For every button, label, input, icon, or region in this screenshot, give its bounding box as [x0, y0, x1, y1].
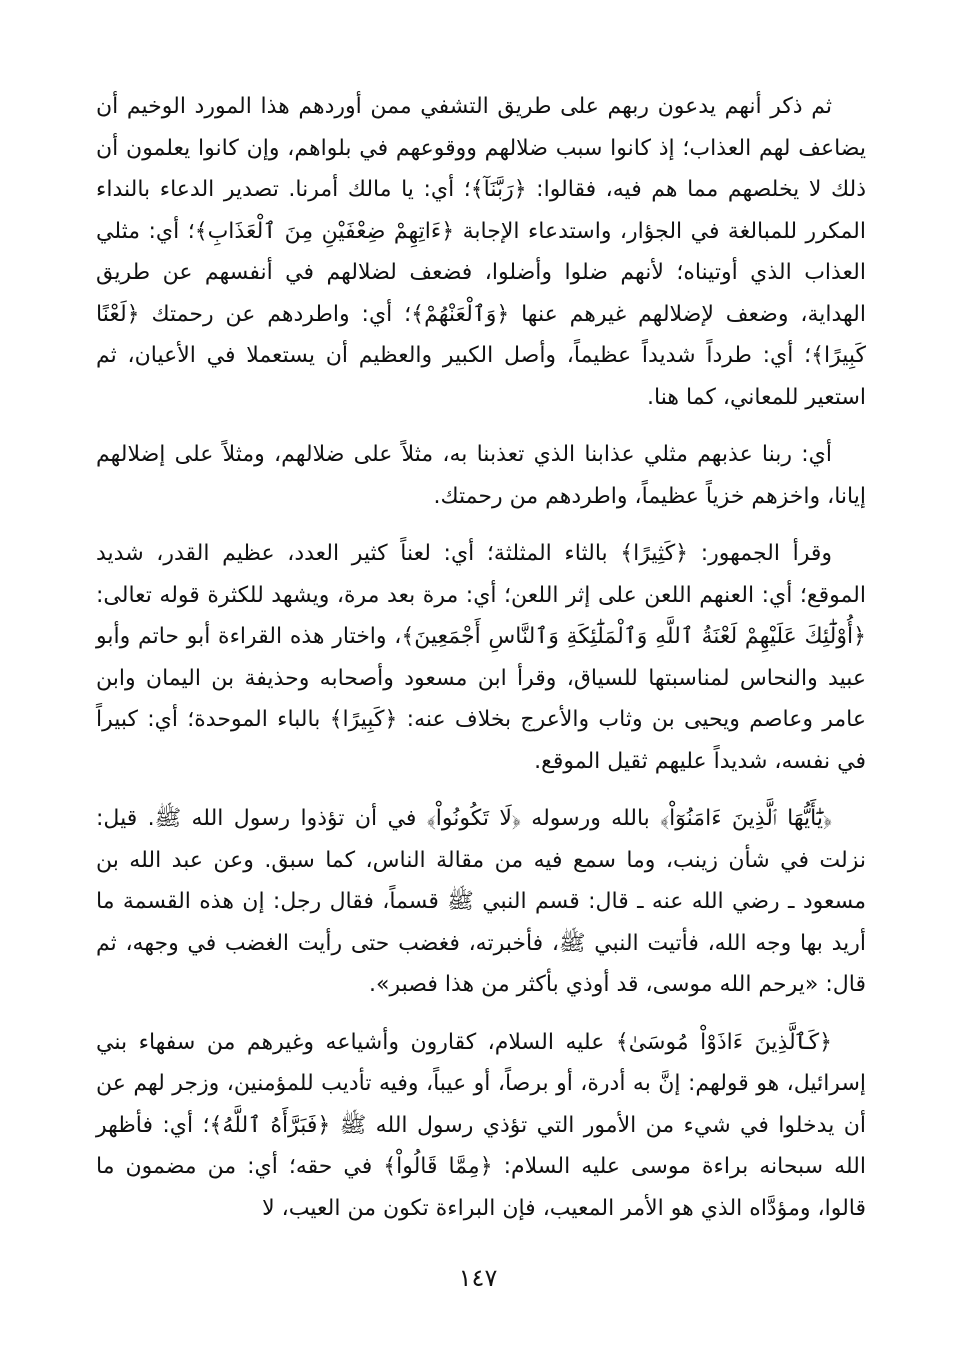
paragraph-2: أي: ربنا عذبهم مثلي عذابنا الذي تعذبنا به، مثلاً على ضلالهم، ومثلاً على إضلالهم إيانا، واخزهم خزياً عظيماً، واطردهم من رحمتك.	[96, 442, 866, 509]
paragraph-4: ﴿يَٰٓأَيُّهَا ٱلَّذِينَ ءَامَنُوٓاْ﴾ بالله ورسوله ﴿لَا تَكُونُواْ﴾ في أن تؤذوا رسول الله ﷺ. قيل: نزلت في شأن زينب، وما سمع فيه من مقالة الناس، كما سبق. وعن عبد الله بن مسعود ـ رضي الله عنه ـ قال: قسم النبي ﷺ قسماً، فقال رجل: إن هذه القسمة ما أريد بها وجه الله، فأتيت النبي ﷺ، فأخبرته، فغضب حتى رأيت الغضب في وجهه، ثم قال: «يرحم الله موسى، قد أوذي بأكثر من هذا فصبر».	[96, 806, 866, 997]
page-body	[96, 86, 866, 1245]
paragraph-5: ﴿كَٱلَّذِينَ ءَاذَوْاْ مُوسَىٰ﴾ عليه السلام، كقارون وأشياعه وغيرهم من سفهاء بني إسرائيل، هو قولهم: إنَّ به أدرة، أو برصاً، أو عيباً، وفيه تأديب للمؤمنين، وزجر لهم عن أن يدخلوا في شيء من الأمور التي تؤذي رسول الله ﷺ ﴿فَبَرَّأَهُ ٱللَّهُ﴾؛ أي: فأظهر الله سبحانه براءة موسى عليه السلام: ﴿مِمَّا قَالُواْ﴾ في حقه؛ أي: من مضمون ما قالوا، ومؤدَّاه الذي هو الأمر المعيب، فإن البراءة تكون من العيب، لا	[96, 1029, 866, 1221]
page-number: ١٤٧	[458, 1264, 498, 1292]
paragraph-1: ثم ذكر أنهم يدعون ربهم على طريق التشفي ممن أوردهم هذا المورد الوخيم أن يضاعف لهم العذاب؛ إذ كانوا سبب ضلالهم ووقوعهم في بلواهم، وإن كانوا يعلمون أن ذلك لا يخلصهم مما هم فيه، فقالوا: ﴿رَبَّنَآ﴾؛ أي: يا مالك أمرنا. تصدير الدعاء بالنداء المكرر للمبالغة في الجؤار، واستدعاء الإجابة ﴿ءَاتِهِمْ ضِعْفَيْنِ مِنَ ٱلْعَذَابِ﴾؛ أي: مثلي العذاب الذي أوتيناه؛ لأنهم ضلوا وأضلوا، فضعف لضلالهم في أنفسهم عن طريق الهداية، وضعف لإضلالهم غيرهم عنها ﴿وَٱلْعَنْهُمْ﴾؛ أي: واطردهم عن رحمتك ﴿لَعْنًا كَبِيرًا﴾؛ أي: طرداً شديداً عظيماً، وأصل الكبير والعظيم أن يستعملا في الأعيان، ثم استعير للمعاني، كما هنا.	[96, 94, 866, 410]
paragraph-3: وقرأ الجمهور: ﴿كَثِيرًا﴾ بالثاء المثلثة؛ أي: لعناً كثير العدد، عظيم القدر، شديد الموقع؛ أي: العنهم اللعن على إثر اللعن؛ أي: مرة بعد مرة، ويشهد للكثرة قوله تعالى: ﴿أُوْلَٰٓئِكَ عَلَيْهِمْ لَعْنَةُ ٱللَّهِ وَٱلْمَلَٰٓئِكَةِ وَٱلنَّاسِ أَجْمَعِينَ﴾، واختار هذه القراءة أبو حاتم وأبو عبيد والنحاس لمناسبتها للسياق، وقرأ ابن مسعود وأصحابه وحذيفة بن اليمان وابن عامر وعاصم ويحيى بن وثاب والأعرج بخلاف عنه: ﴿كَبِيرًا﴾ بالباء الموحدة؛ أي: كبيراً في نفسه، شديداً عليهم ثقيل الموقع.	[96, 541, 866, 774]
